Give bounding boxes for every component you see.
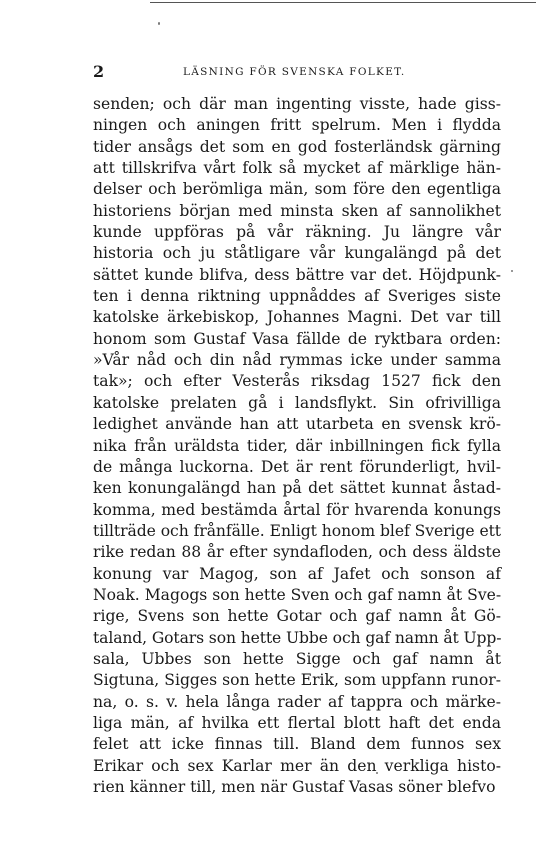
text-line: att tillskrifva vårt folk så mycket af märklige hän- (93, 159, 501, 178)
text-line: senden; och där man ingenting visste, hade giss- (93, 95, 501, 113)
text-line: tak»; och efter Vesterås riksdag 1527 fick den (93, 372, 501, 391)
text-line: ningen och aningen fritt spelrum. Men i flydda (93, 116, 501, 135)
text-line: nika från uräldsta tider, där inbillningen fick fylla (93, 436, 501, 455)
body-text (93, 94, 501, 798)
text-line: komma, med bestämda årtal för hvarenda konungs (93, 500, 501, 519)
text-line: Noak. Magogs son hette Sven och gaf namn åt Sve- (93, 585, 502, 604)
page-number: 2 (93, 62, 105, 81)
text-line: »Vår nåd och din nåd rymmas icke under samma (93, 351, 501, 370)
print-speck (158, 22, 160, 25)
text-line: rien känner till, men när Gustaf Vasas söner blefvo (93, 778, 496, 796)
text-line: kunde uppföras på vår räkning. Ju längre vår (93, 223, 501, 242)
text-line: ken konungalängd han på det sättet kunnat åstad- (93, 479, 501, 498)
text-line: katolske prelaten gå i landsflykt. Sin ofrivilliga (93, 393, 501, 412)
text-line: felet att icke finnas till. Bland dem funnos sex (93, 735, 501, 754)
text-line: Erikar och sex Karlar mer än den verkliga histo- (93, 756, 501, 775)
text-line: historia och ju ståtligare vår kungalängd på det (93, 244, 501, 263)
text-line: tillträde och frånfälle. Enligt honom blef Sverige ett (93, 521, 501, 540)
text-line: de många luckorna. Det är rent förunderligt, hvil- (93, 457, 501, 476)
text-line: konung var Magog, son af Jafet och sonson af (93, 564, 501, 583)
running-head: LÄSNING FÖR SVENSKA FOLKET. (183, 66, 406, 78)
text-line: rike redan 88 år efter syndafloden, och dess äldste (93, 543, 501, 562)
text-line: delser och berömliga män, som före den egentliga (93, 180, 501, 199)
text-line: ten i denna riktning uppnåddes af Sveriges siste (93, 287, 501, 306)
text-line: sala, Ubbes son hette Sigge och gaf namn åt (93, 649, 501, 668)
text-line: historiens början med minsta sken af sannolikhet (93, 201, 501, 220)
top-rule (150, 2, 536, 3)
text-line: liga män, af hvilka ett flertal blott haft det enda (93, 713, 501, 732)
text-line: sättet kunde blifva, dess bättre var det. Höjdpunk- (93, 265, 501, 284)
text-line: taland, Gotars son hette Ubbe och gaf namn åt Upp- (93, 628, 502, 647)
page-header (93, 62, 502, 84)
text-line: honom som Gustaf Vasa fällde de ryktbara orden: (93, 329, 501, 348)
text-line: na, o. s. v. hela långa rader af tappra och märke- (93, 692, 501, 711)
text-line: Sigtuna, Sigges son hette Erik, som uppfann runor- (93, 671, 501, 690)
print-speck (511, 270, 513, 272)
text-line: tider ansågs det som en god fosterländsk gärning (93, 137, 501, 156)
text-line: ledighet använde han att utarbeta en svensk krö- (93, 415, 501, 434)
text-line: katolske ärkebiskop, Johannes Magni. Det var till (93, 308, 501, 327)
text-line: rige, Svens son hette Gotar och gaf namn åt Gö- (93, 607, 501, 626)
